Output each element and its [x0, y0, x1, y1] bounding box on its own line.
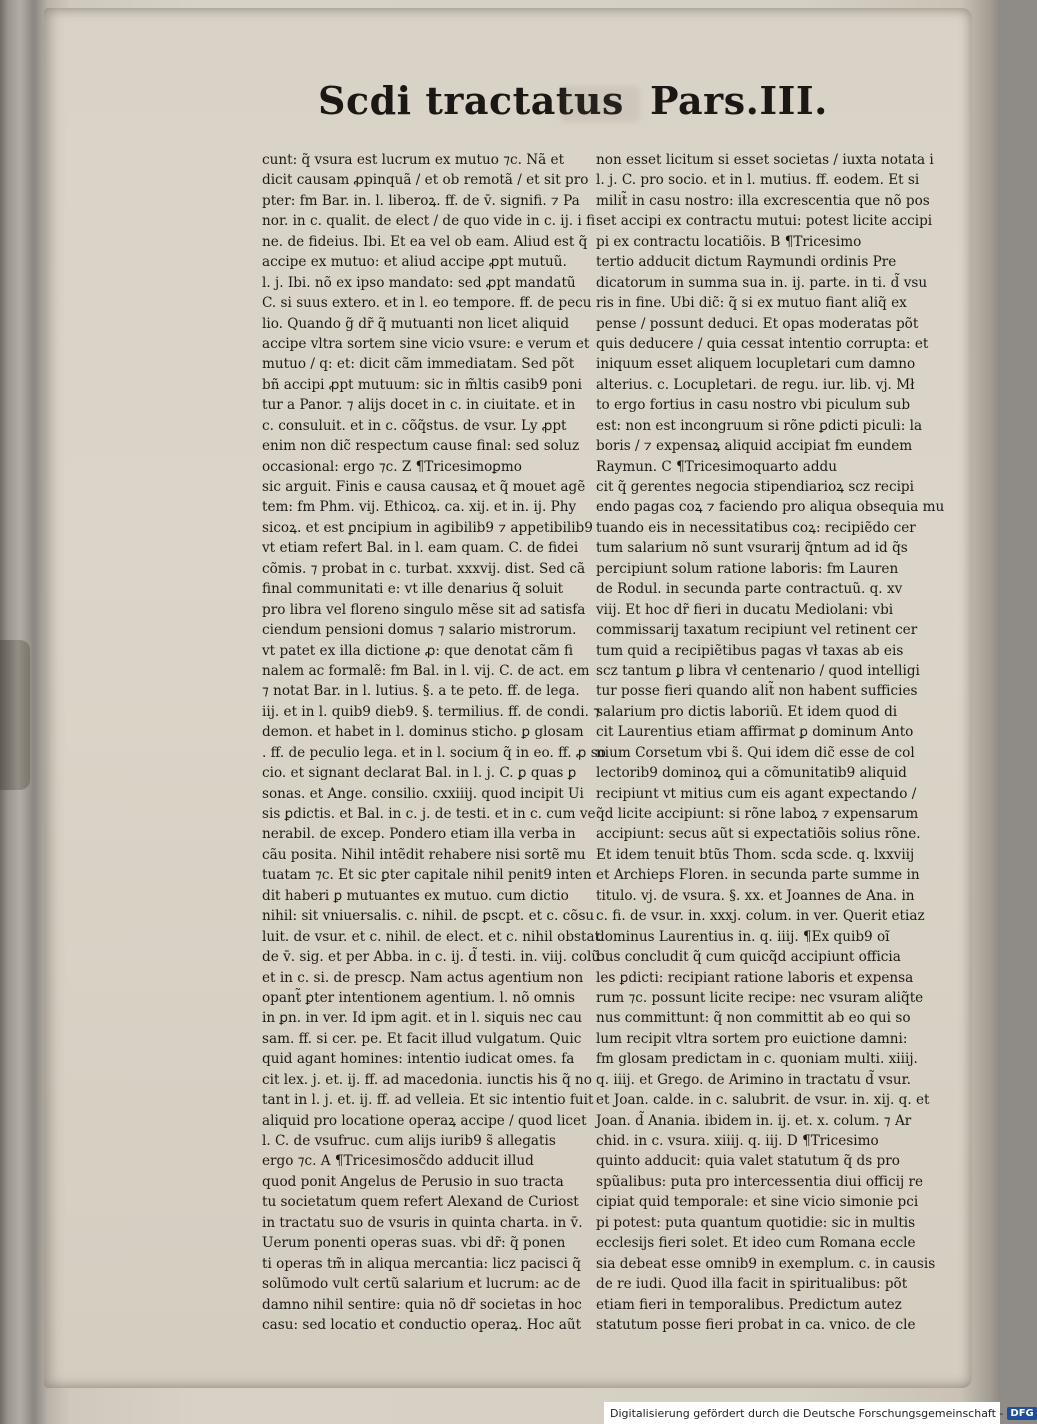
text-line: recipiunt vt mitius cum eis agant expectando /	[596, 785, 917, 802]
text-line: ergo ⁊c. A ¶Tricesimosc̃do adducit illud	[262, 1153, 534, 1170]
text-line: de v̄. sig. et per Abba. in c. ij. d̃ testi. in. viij. colũ.	[262, 949, 605, 966]
text-line: non esset licitum si esset societas / iuxta notata i	[596, 152, 934, 168]
text-line: de re iudi. Quod illa facit in spiritualibus: põt	[596, 1276, 908, 1293]
text-line: quid agant homines: intentio iudicat omes. fa	[262, 1051, 575, 1068]
text-line: et Archieps Floren. in secunda parte summe in	[596, 867, 920, 884]
text-line: vt etiam refert Bal. in l. eam quam. C. de fidei	[262, 540, 579, 557]
text-line: l. j. Ibi. nõ ex ipso mandato: sed ꝓpt mandatũ	[262, 274, 576, 291]
text-line: cunt: q̃ vsura est lucrum ex mutuo ⁊c. Nã et	[262, 152, 565, 168]
text-line: chid. in c. vsura. xiiij. q. iij. D ¶Tricesimo	[596, 1133, 879, 1149]
text-line: endo pagas coꝝ ⁊ faciendo pro aliqua obsequia mu	[596, 499, 945, 516]
text-line: milit̃ in casu nostro: illa excrescentia que nõ pos	[596, 192, 930, 209]
text-line: q̃d licite accipiunt: si rõne laboꝝ ⁊ expensarum	[596, 806, 919, 822]
text-line: pter: fm Bar. in. l. liberoꝝ. ff. de v̄. signifi. ⁊ Pa	[262, 192, 580, 209]
text-line: ciendum pensioni domus ⁊ salario mistrorum.	[262, 622, 577, 639]
text-line: sicoꝝ. et est ꝑncipium in agibilib9 ⁊ appetibilib9	[262, 519, 593, 536]
text-line: tuatam ⁊c. Et sic ꝑter capitale nihil penit9 inten	[262, 867, 592, 884]
text-line: sic arguit. Finis e causa causaꝝ et q̃ mouet agẽ	[262, 479, 586, 495]
text-line: nihil: sit vniuersalis. c. nihil. de ꝑscpt. et c. cõsu	[262, 908, 595, 925]
running-header	[310, 76, 830, 136]
text-line: bñ accipi ꝓpt mutuum: sic in m̃ltis casib9 poni	[262, 376, 582, 393]
text-line: final communitati e: vt ille denarius q̃ soluit	[262, 581, 564, 598]
text-line: sia debeat esse omnib9 in exemplum. c. in causis	[596, 1255, 936, 1272]
text-line: nor. in c. qualit. de elect / de quo vide in c. ij. i fi	[262, 213, 596, 230]
text-line: l. j. C. pro socio. et in l. mutius. ff. eodem. Et si	[596, 172, 920, 189]
text-line: q. iiij. et Grego. de Arimino in tractatu d̃ vsur.	[596, 1071, 911, 1088]
text-line: vt patet ex illa dictione ꝓ: que denotat cãm fi	[262, 642, 574, 659]
text-line: de Rodul. in secunda parte contractuũ. q. xv	[596, 581, 903, 598]
text-line: cãu posita. Nihil intẽdit rehabere nisi sortẽ mu	[262, 846, 586, 863]
text-line: tum quid a recipiẽtibus pagas vł taxas ab eis	[596, 642, 904, 659]
text-line: in ꝑn. in ver. Id ipm agit. et in l. siquis nec cau	[262, 1010, 583, 1027]
text-line: opant̃ ꝑter intentionem agentium. l. nõ omnis	[262, 989, 575, 1006]
text-line: tur posse fieri quando alit̃ non habent sufficies	[596, 683, 918, 700]
digitization-footer	[604, 1402, 1034, 1424]
book-clasp	[0, 640, 30, 790]
text-line: sam. ff. si cer. pe. Et facit illud vulgatum. Quic	[262, 1030, 582, 1047]
right-text-column	[596, 150, 945, 1333]
text-line: alterius. c. Locupletari. de regu. iur. lib. vj. Mł	[596, 376, 915, 393]
text-line: les ꝑdicti: recipiant ratione laboris et expensa	[596, 969, 914, 986]
text-line: nus committunt: q̃ non committit ab eo qui so	[596, 1010, 911, 1027]
text-line: lum recipit vltra sortem pro euictione damni:	[596, 1030, 908, 1047]
text-line: cõmis. ⁊ probat in c. turbat. xxxvij. dist. Sed cã	[262, 560, 586, 577]
text-line: Raymun. C ¶Tricesimoquarto addu	[596, 458, 838, 475]
text-line: tu societatum quem refert Alexand de Curiost	[262, 1194, 579, 1211]
text-line: ne. de fideius. Ibi. Et ea vel ob eam. Aliud est q̃	[262, 233, 588, 250]
text-line: spũalibus: puta pro intercessentia diui officij re	[596, 1173, 924, 1190]
text-line: sonas. et Ange. consilio. cxxiiij. quod incipit Ui	[262, 785, 584, 802]
footer-credit-text: Digitalisierung gefördert durch die Deutsche Forschungsgemeinschaft -	[610, 1406, 1004, 1420]
text-line: tur a Panor. ⁊ alijs docet in c. in ciuitate. et in	[262, 397, 576, 414]
text-line: set accipi ex contractu mutui: potest licite accipi	[596, 213, 933, 230]
text-line: in tractatu suo de vsuris in quinta charta. in v̄.	[262, 1214, 583, 1231]
text-line: ti operas tm̃ in aliqua mercantia: licz pacisci q̃	[262, 1255, 581, 1272]
text-line: to ergo fortius in casu nostro vbi piculum sub	[596, 397, 911, 414]
text-line: Uerum ponenti operas suas. vbi dr̃: q̃ ponen	[262, 1235, 566, 1252]
text-line: boris / ⁊ expensaꝝ aliquid accipiat fm eundem	[596, 438, 913, 455]
text-line: salarium pro dictis laboriũ. Et idem quod di	[596, 703, 898, 720]
text-line: lio. Quando g̃ dr̃ q̃ mutuanti non licet aliquid	[262, 315, 570, 332]
text-line: dit haberi ꝑ mutuantes ex mutuo. cum dictio	[262, 887, 569, 904]
text-line: occasional: ergo ⁊c. Z ¶Tricesimoꝑmo	[262, 458, 522, 475]
text-line: fm glosam predictam in c. quoniam multi. xiiij.	[596, 1051, 918, 1068]
text-line: tertio adducit dictum Raymundi ordinis Pre	[596, 254, 897, 271]
text-line: pense / possunt deduci. Et opas moderatas põt	[596, 315, 919, 332]
text-line: accipe ex mutuo: et aliud accipe ꝓpt mutuũ.	[262, 254, 567, 271]
text-line: quod ponit Angelus de Perusio in suo tracta	[262, 1173, 564, 1190]
text-line: sis ꝑdictis. et Bal. in c. j. de testi. et in c. cum ve	[262, 806, 596, 822]
text-line: l. C. de vsufruc. cum alijs iurib9 s̃ allegatis	[262, 1133, 556, 1149]
text-line: solũmodo vult certũ salarium et lucrum: ac de	[262, 1276, 581, 1293]
text-line: accipiunt: secus aũt si expectatiõis solius rõne.	[596, 826, 921, 843]
text-line: ⁊ notat Bar. in l. lutius. §. a te peto. ff. de lega.	[262, 683, 580, 700]
text-line: et in c. si. de prescp. Nam actus agentium non	[262, 969, 584, 986]
text-line: cipiat quid temporale: et sine vicio simonie pci	[596, 1194, 919, 1211]
text-line: cit lex. j. et. ij. ff. ad macedonia. iunctis his q̃ no	[262, 1071, 592, 1088]
text-line: viij. Et hoc dr̃ fieri in ducatu Mediolani: vbi	[596, 601, 894, 618]
header-left-title: Scdi tractatus	[318, 78, 624, 123]
text-line: accipe vltra sortem sine vicio vsure: e verum et	[262, 335, 590, 352]
text-line: c. consuluit. et in c. cõq̃stus. de vsur. Ly ꝓpt	[262, 417, 567, 434]
text-line: iij. et in l. quib9 dieb9. §. termilius. ff. de condi. ⁊	[262, 703, 600, 720]
text-line: C. si suus extero. et in l. eo tempore. ff. de pecu	[262, 295, 592, 312]
text-line: nerabil. de excep. Pondero etiam illa verba in	[262, 826, 576, 843]
dfg-logo: DFG	[1007, 1407, 1036, 1420]
text-line: est: non est incongruum si rõne ꝑdicti piculi: la	[596, 417, 923, 434]
text-line: . ff. de peculio lega. et in l. socium q̃ in eo. ff. ꝓ so	[262, 744, 606, 761]
text-line: quis deducere / quia cessat intentio corrupta: et	[596, 335, 929, 352]
text-line: titulo. vj. de vsura. §. xx. et Joannes de Ana. in	[596, 887, 915, 904]
text-line: aliquid pro locatione operaꝝ accipe / quod licet	[262, 1112, 587, 1129]
text-line: pro libra vel floreno singulo mẽse sit ad satisfa	[262, 601, 586, 618]
text-line: damno nihil sentire: quia nõ dr̃ societas in hoc	[262, 1296, 582, 1313]
text-line: rum ⁊c. possunt licite recipe: nec vsuram aliq̃te	[596, 989, 924, 1006]
left-text-column	[262, 150, 606, 1333]
text-line: bus concludit q̃ cum quicq̃d accipiunt officia	[596, 949, 901, 966]
text-line: iniquum esset aliquem locupletari cum damno	[596, 356, 916, 373]
text-line: dicit causam ꝓpinquã / et ob remotã / et sit pro	[262, 172, 589, 189]
text-line: percipiunt solum ratione laboris: fm Lauren	[596, 560, 899, 577]
text-line: ris in fine. Ubi dic̃: q̃ si ex mutuo fiant aliq̃ ex	[596, 295, 907, 312]
text-line: quinto adducit: quia valet statutum q̃ ds pro	[596, 1153, 900, 1170]
text-line: casu: sed locatio et conductio operaꝝ. Hoc aũt	[262, 1316, 582, 1333]
text-line: enim non dic̃ respectum cause final: sed soluz	[262, 438, 580, 455]
text-line: ecclesijs fieri solet. Et ideo cum Romana eccle	[596, 1235, 916, 1252]
text-line: c. fi. de vsur. in. xxxj. colum. in ver. Querit etiaz	[596, 908, 925, 925]
text-line: statutum posse fieri probat in ca. vnico. de cle	[596, 1316, 916, 1333]
text-line: cio. et signant declarat Bal. in l. j. C. ꝑ quas ꝑ	[262, 765, 577, 782]
text-line: etiam fieri in temporalibus. Predictum autez	[596, 1296, 902, 1313]
header-right-title: Pars.III.	[650, 78, 828, 123]
text-line: mutuo / q: et: dicit cãm immediatam. Sed põt	[262, 356, 575, 373]
text-line: scz tantum ꝑ libra vł centenario / quod intelligi	[596, 662, 920, 679]
text-line: cit Laurentius etiam affirmat ꝑ dominum Anto	[596, 724, 914, 741]
text-line: et Joan. calde. in c. salubrit. de vsur. in. xij. q. et	[596, 1092, 930, 1109]
text-line: nium Corsetum vbi s̃. Qui idem dic̃ esse de col	[596, 744, 915, 761]
text-line: tem: fm Phm. vij. Ethicoꝝ. ca. xij. et in. ij. Phy	[262, 499, 577, 516]
bleed-through-mark	[560, 86, 640, 122]
text-line: Et idem tenuit btũs Thom. scda scde. q. lxxviij	[596, 846, 915, 863]
text-line: tant in l. j. et. ij. ff. ad velleia. Et sic intentio fuit	[262, 1092, 594, 1109]
text-line: dicatorum in summa sua in. ij. parte. in ti. d̃ vsu	[596, 274, 928, 291]
text-line: tuando eis in necessitatibus coꝝ: recipiẽdo cer	[596, 519, 916, 536]
text-line: luit. de vsur. et c. nihil. de elect. et c. nihil obstat.	[262, 928, 605, 945]
text-line: pi ex contractu locatiõis. B ¶Tricesimo	[596, 233, 862, 250]
text-line: lectorib9 dominoꝝ qui a cõmunitatib9 aliquid	[596, 765, 907, 782]
text-line: demon. et habet in l. dominus sticho. ꝑ glosam	[262, 724, 584, 741]
text-line: pi potest: puta quantum quotidie: sic in multis	[596, 1214, 916, 1231]
text-line: tum salarium nõ sunt vsurarij q̃ntum ad id q̃s	[596, 540, 908, 557]
text-line: Joan. d̃ Anania. ibidem in. ij. et. x. colum. ⁊ Ar	[596, 1112, 912, 1129]
text-line: cit q̃ gerentes negocia stipendiarioꝝ scz recipi	[596, 479, 914, 495]
text-line: commissarij taxatum recipiunt vel retinent cer	[596, 622, 918, 639]
text-line: nalem ac formalẽ: fm Bal. in l. vij. C. de act. em	[262, 662, 590, 679]
text-line: dominus Laurentius in. q. iiij. ¶Ex quib9 oĩ	[596, 928, 890, 945]
